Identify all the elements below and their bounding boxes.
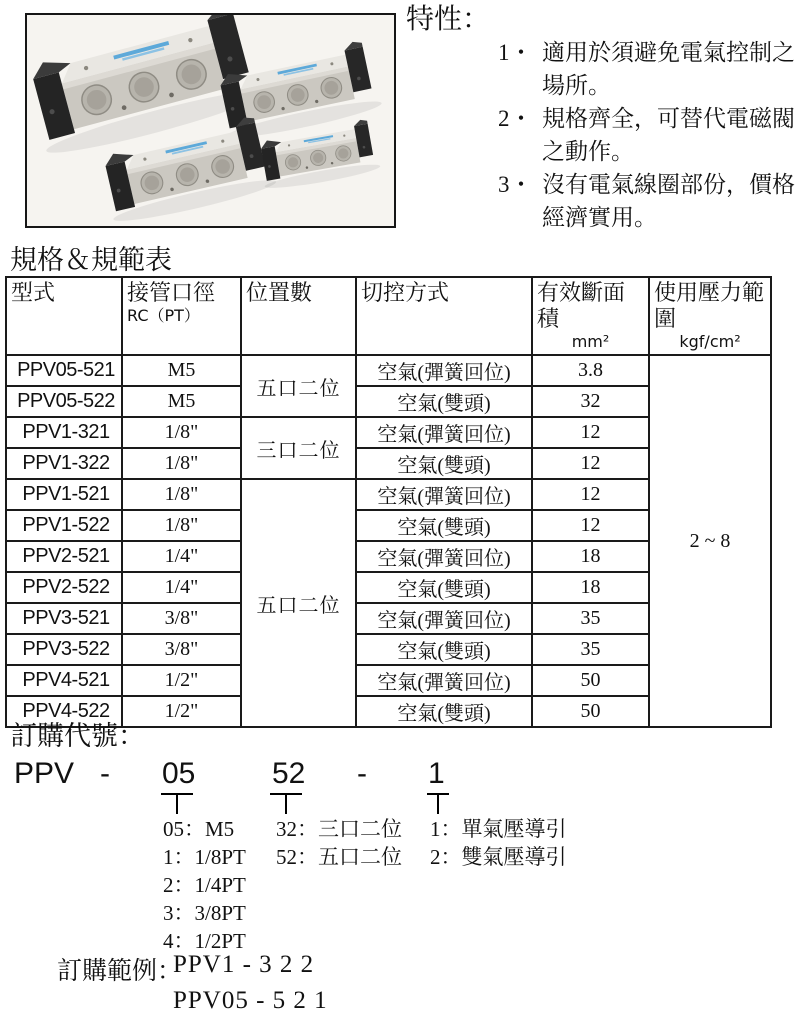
port-cell: 1/8"	[122, 448, 241, 479]
control-cell: 空氣(彈簧回位)	[356, 541, 532, 572]
area-cell: 12	[532, 417, 649, 448]
legend-item: 05：M5	[163, 817, 235, 841]
model-cell: PPV05-522	[6, 386, 122, 417]
spec-table-title: 規格＆規範表	[10, 245, 172, 275]
port-cell: 1/2"	[122, 696, 241, 727]
control-cell: 空氣(彈簧回位)	[356, 603, 532, 634]
feature-text: 適用於須避免電氣控制之場所。	[542, 40, 795, 98]
order-example: PPV1 - 3 2 2	[173, 951, 315, 978]
feature-number: 1・	[498, 40, 533, 65]
area-cell: 12	[532, 479, 649, 510]
features-title: 特性：	[406, 4, 491, 35]
port-cell: M5	[122, 355, 241, 386]
code-connector-mark	[427, 793, 449, 814]
legend-item: 3：3/8PT	[163, 901, 246, 925]
header-positions: 位置數	[241, 277, 356, 355]
legend-port-sizes	[163, 815, 246, 955]
port-cell: 3/8"	[122, 634, 241, 665]
area-cell: 18	[532, 541, 649, 572]
header-port-size	[122, 277, 241, 355]
model-cell: PPV4-521	[6, 665, 122, 696]
port-cell: 1/2"	[122, 665, 241, 696]
legend-item: 4：1/2PT	[163, 929, 246, 953]
code-connector-mark	[161, 793, 193, 814]
spec-header-row	[6, 277, 771, 355]
code-segment-port: 05	[162, 757, 196, 790]
header-port-size-unit: RC（PT）	[127, 306, 200, 325]
header-area-label: 有效斷面積	[537, 280, 626, 331]
code-segment-dash: -	[100, 757, 110, 790]
port-cell: 1/4"	[122, 572, 241, 603]
port-cell: 3/8"	[122, 603, 241, 634]
positions-cell: 三口二位	[241, 417, 356, 479]
control-cell: 空氣(彈簧回位)	[356, 665, 532, 696]
header-pressure	[649, 277, 771, 355]
order-example-label: 訂購範例：	[57, 958, 183, 985]
model-cell: PPV4-522	[6, 696, 122, 727]
port-cell: 1/4"	[122, 541, 241, 572]
feature-number: 3・	[498, 172, 533, 197]
legend-item: 2：1/4PT	[163, 873, 246, 897]
control-cell: 空氣(彈簧回位)	[356, 417, 532, 448]
port-cell: 1/8"	[122, 479, 241, 510]
positions-cell: 五口二位	[241, 355, 356, 417]
header-control: 切控方式	[356, 277, 532, 355]
control-cell: 空氣(雙頭)	[356, 634, 532, 665]
feature-text: 規格齊全，可替代電磁閥之動作。	[542, 106, 795, 164]
model-cell: PPV1-522	[6, 510, 122, 541]
feature-item	[498, 168, 798, 234]
code-connector-mark	[270, 793, 302, 814]
header-model: 型式	[6, 277, 122, 355]
control-cell: 空氣(雙頭)	[356, 386, 532, 417]
positions-cell: 五口二位	[241, 479, 356, 727]
header-pressure-label: 使用壓力範圍	[654, 280, 765, 331]
order-example: PPV05 - 5 2 1	[173, 987, 328, 1014]
control-cell: 空氣(雙頭)	[356, 572, 532, 603]
header-port-size-label: 接管口徑	[127, 280, 216, 305]
area-cell: 3.8	[532, 355, 649, 386]
feature-item	[498, 102, 798, 168]
pressure-range-cell: 2 ~ 8	[649, 355, 771, 727]
model-cell: PPV3-522	[6, 634, 122, 665]
header-area-unit: mm²	[571, 332, 610, 351]
header-pressure-unit: kgf/cm²	[679, 332, 741, 351]
control-cell: 空氣(雙頭)	[356, 448, 532, 479]
model-cell: PPV1-521	[6, 479, 122, 510]
area-cell: 32	[532, 386, 649, 417]
features-section	[406, 4, 798, 234]
pneumatic-valves-illustration	[27, 15, 394, 226]
code-segment-dash: -	[357, 757, 367, 790]
model-cell: PPV1-321	[6, 417, 122, 448]
spec-table	[5, 276, 772, 728]
control-cell: 空氣(雙頭)	[356, 696, 532, 727]
code-segment-positions: 52	[272, 757, 306, 790]
feature-number: 2・	[498, 106, 533, 131]
area-cell: 50	[532, 696, 649, 727]
area-cell: 18	[532, 572, 649, 603]
control-cell: 空氣(彈簧回位)	[356, 355, 532, 386]
legend-item: 32：三口二位	[276, 817, 402, 841]
legend-item: 1：1/8PT	[163, 845, 246, 869]
area-cell: 50	[532, 665, 649, 696]
feature-item	[498, 36, 798, 102]
port-cell: 1/8"	[122, 510, 241, 541]
model-cell: PPV2-521	[6, 541, 122, 572]
model-cell: PPV2-522	[6, 572, 122, 603]
legend-pilot-type	[430, 815, 567, 871]
legend-item: 1：單氣壓導引	[430, 817, 567, 841]
model-cell: PPV3-521	[6, 603, 122, 634]
legend-item: 2：雙氣壓導引	[430, 845, 567, 869]
header-area	[532, 277, 649, 355]
legend-positions	[276, 815, 402, 871]
spec-row	[6, 355, 771, 386]
area-cell: 12	[532, 448, 649, 479]
model-cell: PPV1-322	[6, 448, 122, 479]
feature-text: 沒有電氣線圈部份，價格經濟實用。	[542, 172, 795, 230]
product-photo	[25, 13, 396, 228]
control-cell: 空氣(彈簧回位)	[356, 479, 532, 510]
area-cell: 35	[532, 634, 649, 665]
order-code-title: 訂購代號：	[10, 721, 145, 751]
code-segment-pilot: 1	[428, 757, 445, 790]
legend-item: 52：五口二位	[276, 845, 402, 869]
port-cell: 1/8"	[122, 417, 241, 448]
code-segment-prefix: PPV	[14, 757, 75, 790]
area-cell: 35	[532, 603, 649, 634]
area-cell: 12	[532, 510, 649, 541]
control-cell: 空氣(雙頭)	[356, 510, 532, 541]
model-cell: PPV05-521	[6, 355, 122, 386]
port-cell: M5	[122, 386, 241, 417]
